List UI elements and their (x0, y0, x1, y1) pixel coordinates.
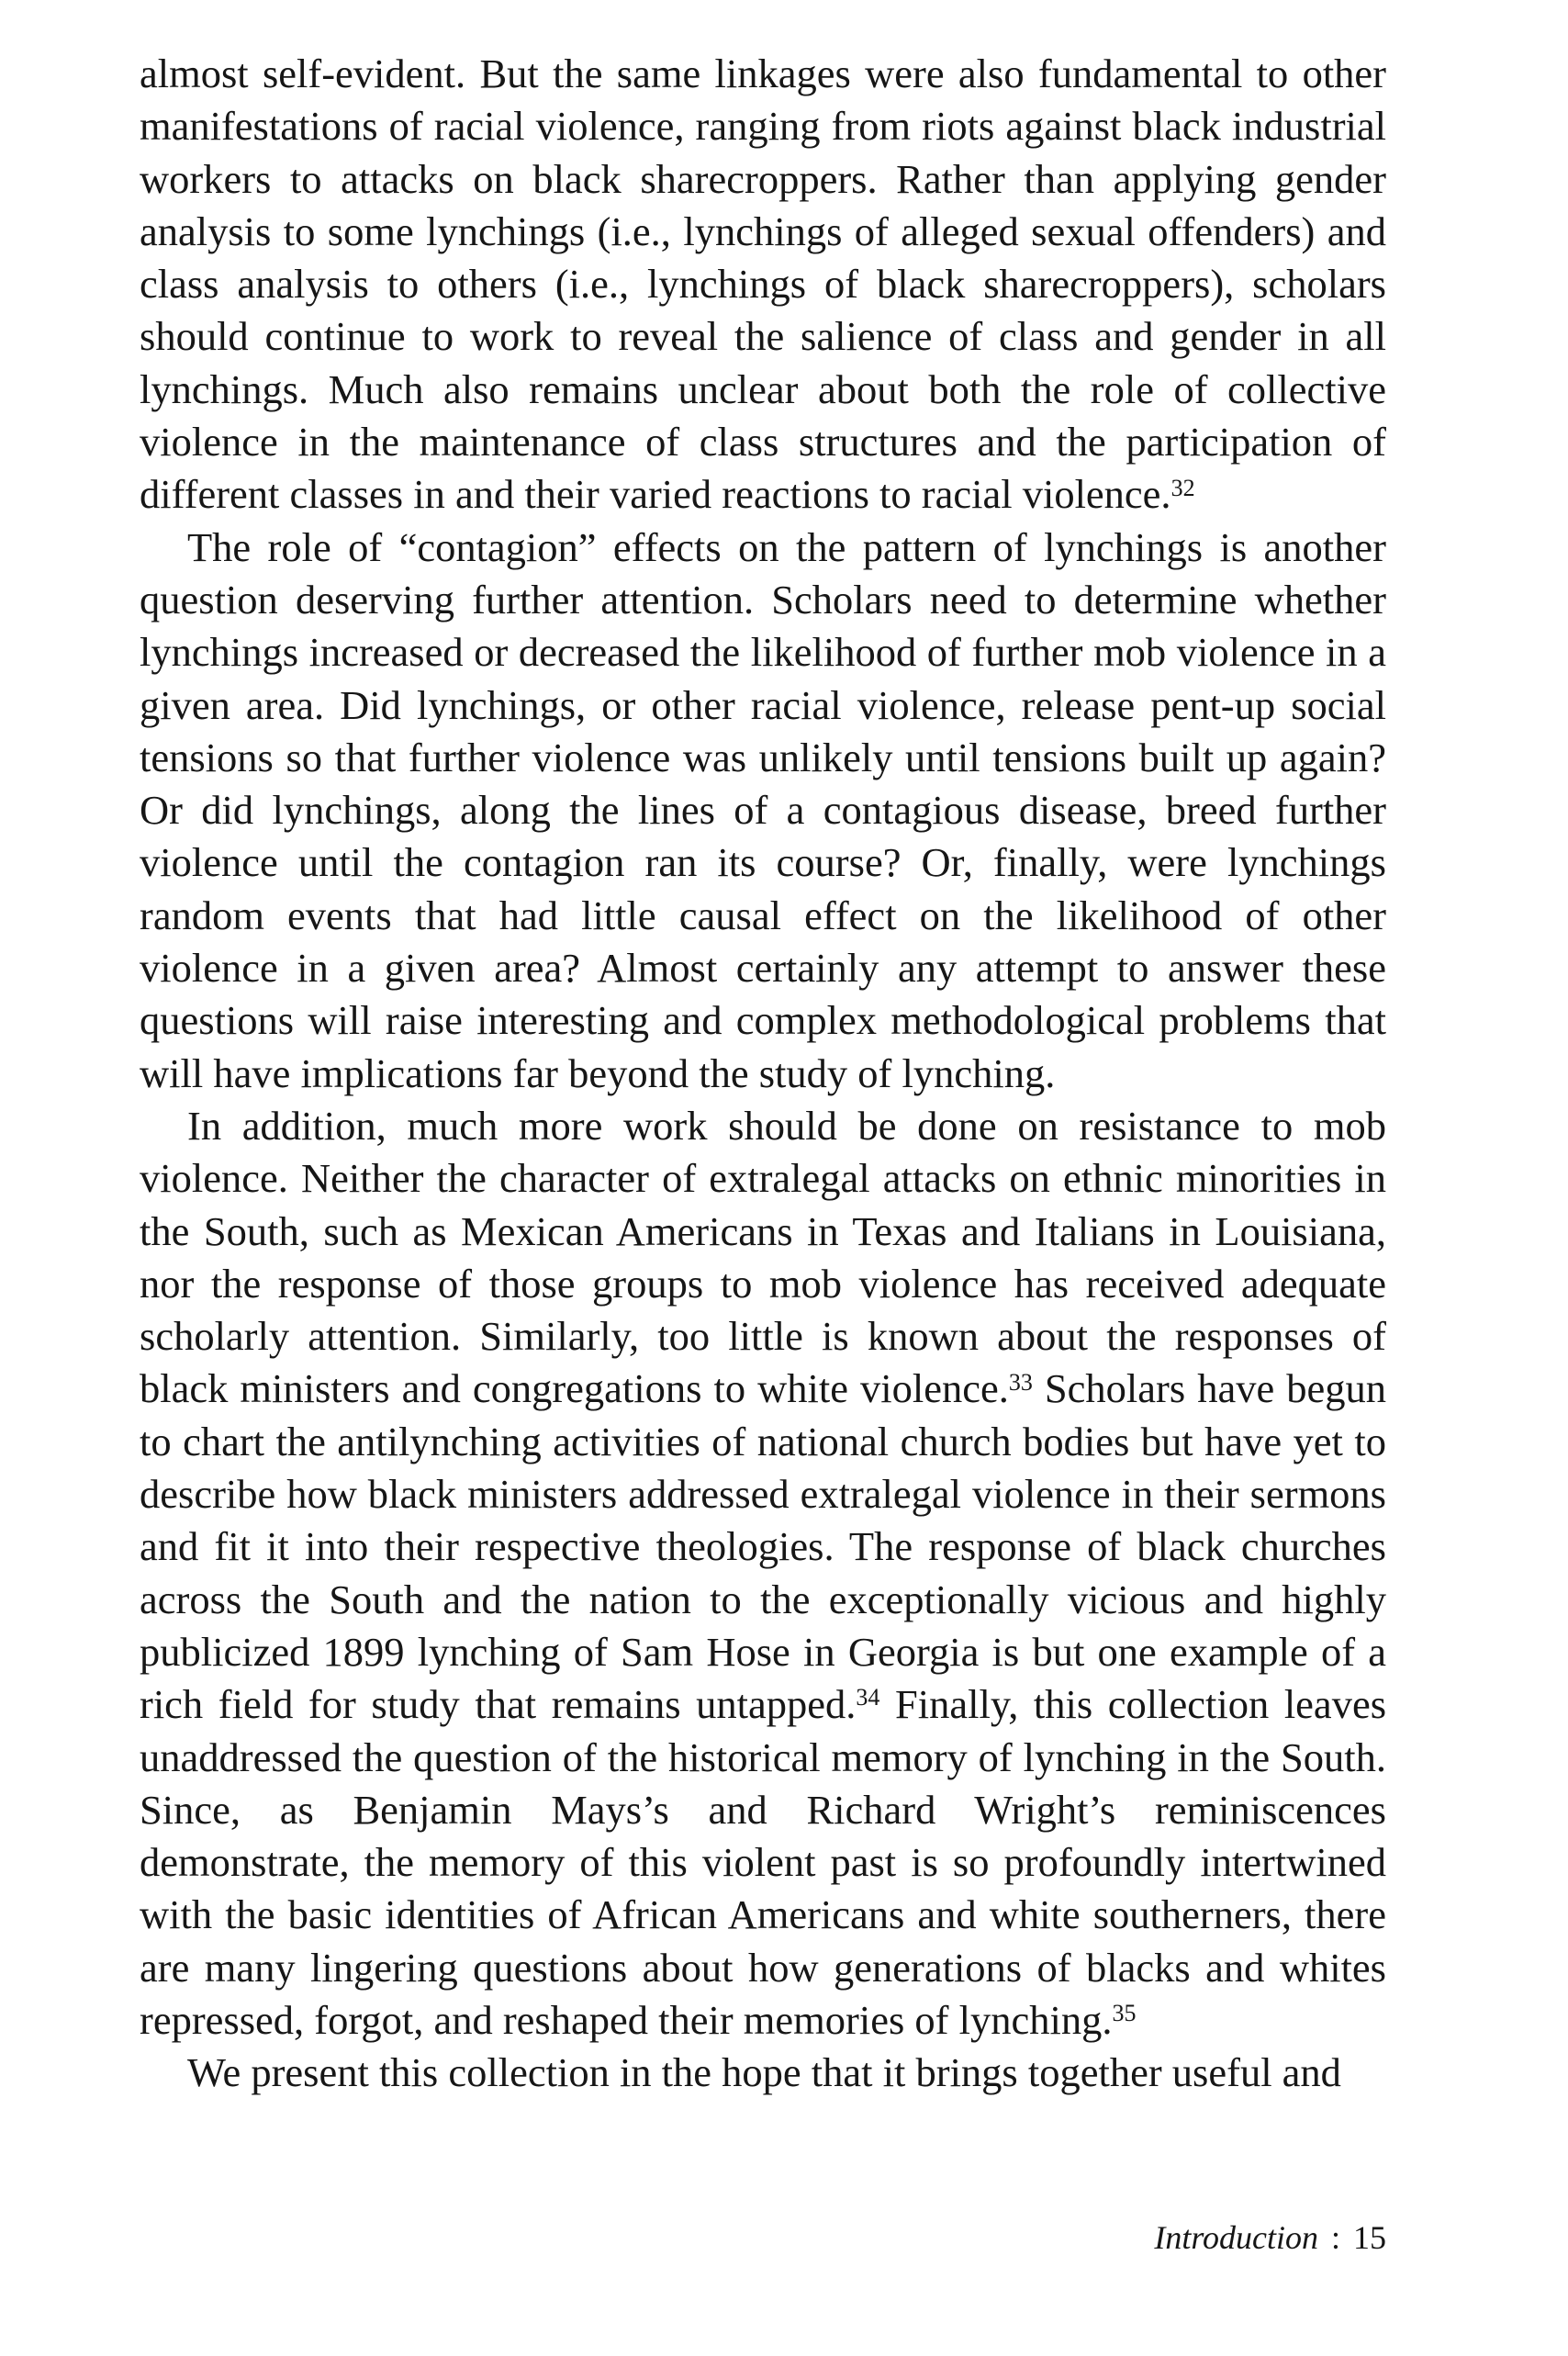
footnote-ref-34[interactable]: 34 (856, 1684, 880, 1711)
footnote-ref-33[interactable]: 33 (1008, 1368, 1033, 1396)
paragraph-1-text: almost self-evident. But the same linkages were also fundamental to other manifestations of racial violence, ranging from riots against black industrial workers to attacks on black sharecroppers. Rather than applying gender analysis to some lynchings (i.e., lynchings of alleged sexual offenders) and class analysis to others (i.e., lynchings of black sharecroppers), scholars should continue to work to reveal the salience of class and gender in all lynchings. Much also remains unclear about both the role of collective violence in the maintenance of class structures and the participation of different classes in and their varied reactions to racial violence. (140, 50, 1386, 518)
paragraph-3-text-a: In addition, much more work should be done on resistance to mob violence. Neither the character of extralegal attacks on ethnic minorities in the South, such as Mexican Americans in Texas and Italians in Louisiana, nor the response of those groups to mob violence has received adequate scholarly attention. Similarly, too little is known about the responses of black ministers and congregations to white violence. (140, 1102, 1386, 1412)
paragraph-1 (140, 48, 1386, 522)
footer-separator: : (1330, 2219, 1340, 2256)
footnote-ref-32[interactable]: 32 (1170, 474, 1195, 501)
paragraph-4-text: We present this collection in the hope that it brings together useful and (187, 2049, 1341, 2096)
footnote-ref-35[interactable]: 35 (1112, 2000, 1137, 2027)
paragraph-2 (140, 522, 1386, 1100)
paragraph-3-text-b: Scholars have begun to chart the antilynching activities of national church bodies but have yet to describe how black ministers addressed extralegal violence in their sermons and fit it into their respective theologies. The response of black churches across the South and the nation to the exceptionally vicious and highly publicized 1899 lynching of Sam Hose in Georgia is but one example of a rich field for study that remains untapped. (140, 1365, 1386, 1728)
running-title: Introduction (1154, 2219, 1318, 2256)
paragraph-3-text-c: Finally, this collection leaves unaddressed the question of the historical memory of lynching in the South. Since, as Benjamin Mays’s and Richard Wright’s reminiscences demonstrate, the memory of this violent past is so profoundly intertwined with the basic identities of African Americans and white southerners, there are many lingering questions about how generations of blacks and whites repressed, forgot, and reshaped their memories of lynching. (140, 1681, 1387, 2043)
paragraph-4 (140, 2047, 1386, 2099)
running-footer (1154, 2218, 1386, 2257)
book-page (140, 48, 1386, 2100)
paragraph-3 (140, 1100, 1386, 2047)
paragraph-2-text: The role of “contagion” effects on the pattern of lynchings is another question deserving further attention. Scholars need to determine whether lynchings increased or decreased the likelihood of further mob violence in a given area. Did lynchings, or other racial violence, release pent-up social tensions so that further violence was unlikely until tensions built up again? Or did lynchings, along the lines of a contagious disease, breed further violence until the contagion ran its course? Or, finally, were lynchings random events that had little causal effect on the likelihood of other violence in a given area? Almost certainly any attempt to answer these questions will raise interesting and complex methodological problems that will have implications far beyond the study of lynching. (140, 523, 1386, 1096)
page-number: 15 (1353, 2219, 1386, 2256)
